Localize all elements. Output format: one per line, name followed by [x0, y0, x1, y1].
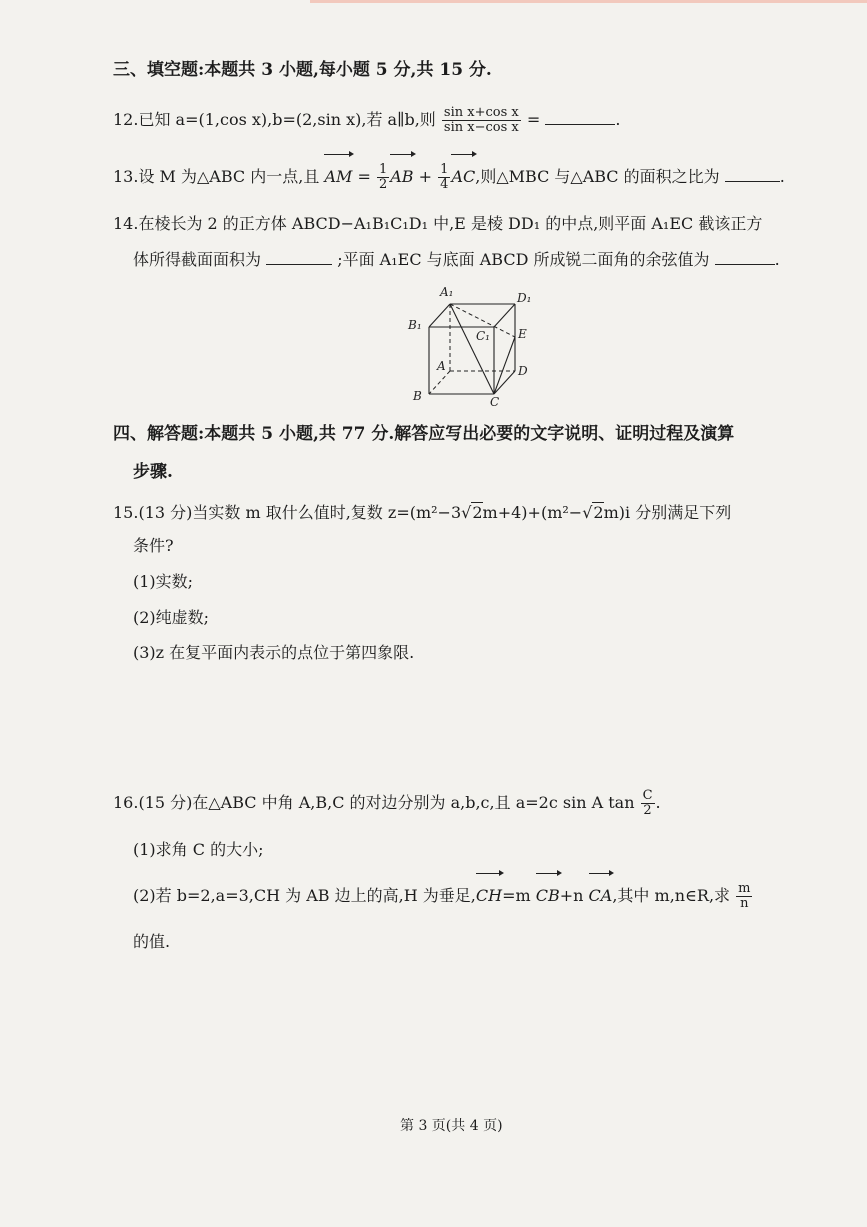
label-c1: C₁ — [476, 329, 490, 343]
q16-frac-num: C — [642, 788, 653, 803]
question-16 — [113, 783, 661, 823]
q13-frac1-den: 2 — [378, 177, 388, 192]
q15-line1-c: m)i 分别满足下列 — [603, 503, 732, 522]
vector-ac: AC — [451, 157, 475, 197]
q12-suffix: = — [526, 110, 541, 129]
section4-heading-line2: 步骤. — [133, 462, 173, 482]
q12-answer-blank[interactable] — [545, 110, 615, 125]
vector-ch: CH — [476, 876, 502, 916]
page-number: 第 3 页(共 4 页) — [400, 1118, 503, 1134]
q16-part1: (1)求角 C 的大小; — [133, 840, 264, 859]
label-d1: D₁ — [517, 291, 532, 305]
q13-frac1 — [377, 163, 389, 192]
q13-suffix: ,则△MBC 与△ABC 的面积之比为 — [475, 167, 720, 186]
vector-ca: CA — [589, 876, 613, 916]
q16-p2-eq: =m — [502, 886, 531, 905]
edge-a1-c — [450, 304, 494, 394]
label-a1: A₁ — [440, 285, 454, 299]
q12-frac-den: sin x−cos x — [443, 120, 519, 135]
q16-m-over-n — [736, 882, 752, 911]
q15-line2: 条件? — [133, 536, 174, 555]
label-c: C — [490, 395, 500, 409]
label-e: E — [518, 327, 527, 341]
edge-d1-c1 — [494, 304, 515, 327]
question-12: 12.已知 a=(1,cos x),b=(2,sin x),若 a∥b,则 $\frac{\text{sin x+cos x}}{\text{sin x−cos x}}$ = . — [113, 105, 621, 135]
section4-heading-line1: 四、解答题:本题共 5 小题,共 77 分.解答应写出必要的文字说明、证明过程及演算 — [113, 424, 735, 444]
edge-c-d — [494, 371, 515, 394]
q15-part3: (3)z 在复平面内表示的点位于第四象限. — [133, 643, 415, 662]
q13-frac2-num: 1 — [440, 162, 449, 177]
q16-fraction — [641, 789, 655, 818]
q13-plus: + — [418, 167, 433, 186]
vector-ab: AB — [390, 157, 413, 197]
section3-heading: 三、填空题:本题共 3 小题,每小题 5 分,共 15 分. — [113, 60, 492, 80]
q15-line1-a: 15.(13 分)当实数 m 取什么值时,复数 z=(m²−3 — [113, 503, 462, 522]
q16-frac-m: m — [738, 881, 751, 896]
q16-p2-b: ,其中 m,n∈R,求 — [612, 886, 731, 905]
q12-fraction — [442, 106, 521, 135]
q16-part2-end: 的值. — [133, 932, 171, 951]
question-13: 13.设 M 为△ABC 内一点,且 AM = $\frac{1}{2}$ AB + $\frac{1}{4}$ AC,则△MBC 与△ABC 的面积之比为 . — [113, 157, 785, 197]
q14-line2a: 体所得截面面积为 — [133, 250, 262, 269]
q14-line1: 14.在棱长为 2 的正方体 ABCD−A₁B₁C₁D₁ 中,E 是棱 DD₁ 的中点,则平面 A₁EC 截该正方 — [113, 214, 763, 233]
q12-frac-num: sin x+cos x — [443, 105, 519, 120]
q16-line1: 16.(15 分)在△ABC 中角 A,B,C 的对边分别为 a,b,c,且 a=2c sin A tan — [113, 793, 635, 812]
q12-prefix: 12.已知 a=(1,cos x),b=(2,sin x),若 a∥b,则 — [113, 110, 436, 129]
edge-e-c — [494, 337, 515, 394]
q15-sqrt2: 2 — [593, 503, 604, 522]
label-b1: B₁ — [408, 318, 422, 332]
q16-frac-den: 2 — [643, 803, 652, 818]
label-b: B — [413, 389, 422, 403]
edge-b1-a1 — [429, 304, 450, 327]
q16-frac-n: n — [740, 896, 749, 911]
q16-p2-a: (2)若 b=2,a=3,CH 为 AB 边上的高,H 为垂足, — [133, 886, 476, 905]
q15-part1: (1)实数; — [133, 572, 194, 591]
q13-frac2-den: 4 — [440, 177, 449, 192]
label-a: A — [437, 359, 446, 373]
q14-line2: 体所得截面面积为 ;平面 A₁EC 与底面 ABCD 所成锐二面角的余弦值为 . — [133, 250, 780, 269]
label-d: D — [518, 364, 528, 378]
q13-answer-blank[interactable] — [725, 167, 780, 182]
q16-line1-end: . — [655, 793, 661, 812]
q13-frac1-num: 1 — [378, 162, 388, 177]
hidden-edge-a-b — [429, 371, 450, 394]
q14-answer-blank-1[interactable] — [266, 250, 332, 265]
vector-am: AM — [324, 157, 352, 197]
q13-prefix: 13.设 M 为△ABC 内一点,且 — [113, 167, 320, 186]
q16-p2-plus: +n — [559, 886, 584, 905]
q13-frac2 — [438, 163, 450, 192]
q15-line1-b: m+4)+(m²− — [482, 503, 583, 522]
cube-figure — [402, 282, 542, 410]
top-edge-strip — [310, 0, 867, 3]
question-15: 15.(13 分)当实数 m 取什么值时,复数 z=(m²−3√2m+4)+(m²−√2m)i 分别满足下列 — [113, 503, 732, 522]
q14-answer-blank-2[interactable] — [715, 250, 775, 265]
q14-line2b: ;平面 A₁EC 与底面 ABCD 所成锐二面角的余弦值为 — [337, 250, 710, 269]
q15-part2: (2)纯虚数; — [133, 608, 210, 627]
vector-cb: CB — [536, 876, 560, 916]
q16-part2 — [133, 876, 753, 916]
q15-sqrt1: 2 — [472, 503, 483, 522]
q13-eq: = — [357, 167, 371, 186]
